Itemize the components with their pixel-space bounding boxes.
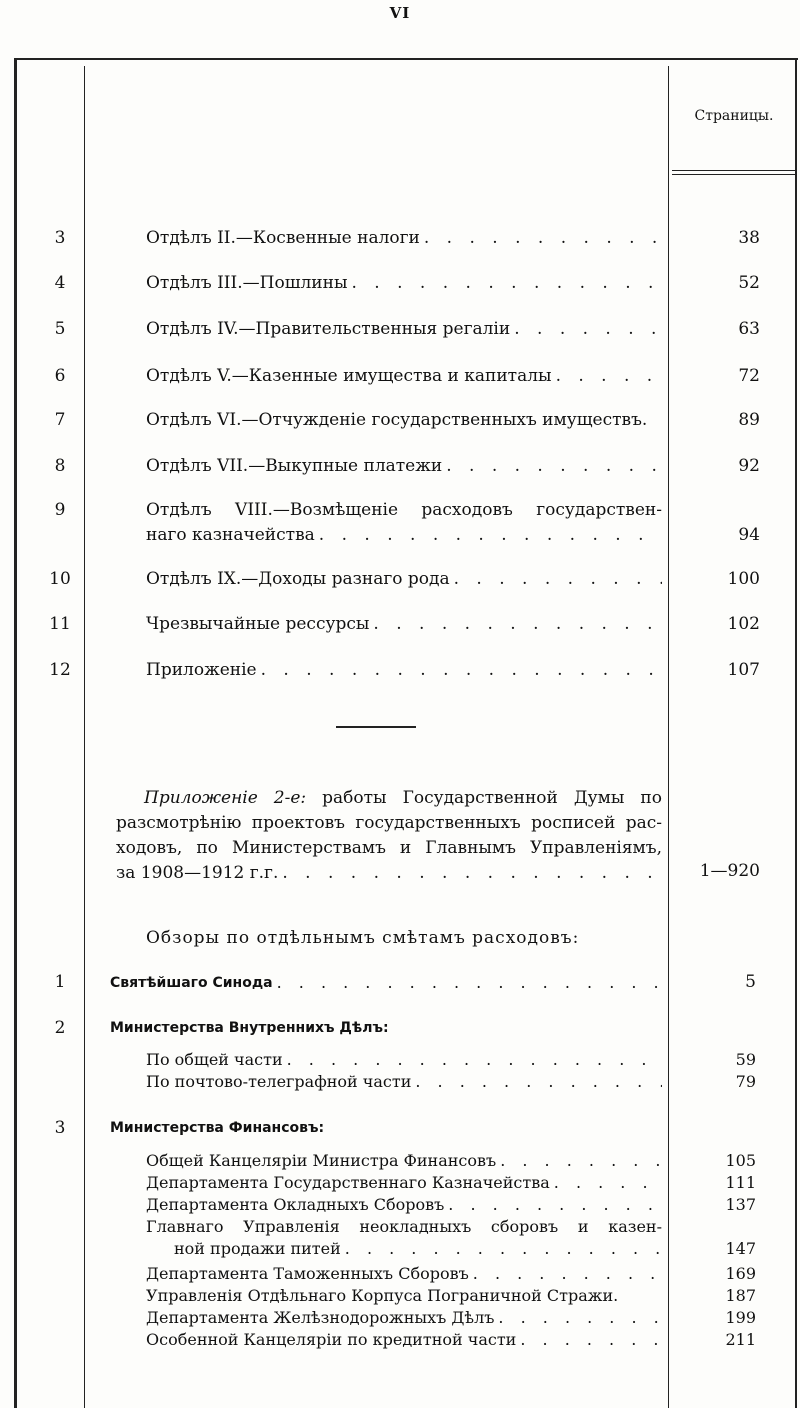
- list-item: [0, 614, 800, 644]
- item-page: 147: [725, 1239, 756, 1258]
- dot-leader: [473, 1264, 662, 1284]
- item-title: Отдѣлъ III.—Пошлины: [146, 273, 348, 293]
- item-number: 7: [54, 410, 66, 430]
- dot-leader: [277, 973, 662, 993]
- item-title: Отдѣлъ VII.—Выкупные платежи: [146, 456, 443, 476]
- item-page: 105: [725, 1151, 756, 1170]
- dot-leader: [500, 1151, 662, 1171]
- item-page: 111: [725, 1173, 756, 1192]
- appendix-line2: разсмотрѣнiю проектовъ государственныхъ росписей рас-: [116, 813, 662, 833]
- item-page: 94: [738, 525, 760, 545]
- dot-leader: [352, 273, 663, 293]
- item-label: Особенной Канцелярiи по кредитной части: [146, 1330, 517, 1349]
- section-entry: [110, 973, 662, 993]
- list-item: [0, 228, 800, 258]
- item-page: 102: [727, 614, 760, 634]
- item-title: Чрезвычайные рессурсы: [146, 614, 370, 634]
- list-item: [0, 456, 800, 486]
- section-number: 1: [54, 972, 66, 992]
- section-title: Министерства Внутреннихъ Дѣлъ:: [110, 1020, 389, 1036]
- item-page: 59: [735, 1050, 756, 1069]
- item-page: 187: [725, 1286, 756, 1305]
- item-number: 6: [54, 366, 66, 386]
- item-number: 5: [54, 319, 66, 339]
- item-number: 10: [49, 569, 71, 589]
- item-page: 211: [725, 1330, 756, 1349]
- item-label: Департамента Таможенныхъ Сборовъ: [146, 1264, 469, 1283]
- pages-column-rule: [668, 66, 669, 1408]
- section-divider: [336, 726, 416, 728]
- left-border: [14, 58, 17, 1408]
- item-page: 72: [738, 366, 760, 386]
- dot-leader: [446, 456, 662, 476]
- list-item: [146, 1151, 662, 1171]
- list-item: [0, 319, 800, 349]
- dot-leader: [282, 863, 662, 888]
- appendix-paragraph: [116, 788, 662, 888]
- list-item: [146, 1286, 662, 1306]
- dot-leader: [424, 228, 662, 248]
- section-page: 5: [745, 972, 756, 992]
- item-label: Департамента Государственнаго Казначейства: [146, 1173, 550, 1192]
- list-item: [0, 273, 800, 303]
- dot-leader: [261, 660, 662, 680]
- item-title: Отдѣлъ IX.—Доходы разнаго рода: [146, 569, 450, 589]
- section-title: Святѣйшаго Синода: [110, 975, 273, 991]
- appendix-pages: 1—920: [699, 861, 760, 881]
- dot-leader: [287, 1050, 662, 1070]
- section-number: 2: [54, 1018, 66, 1038]
- header-double-rule-1: [672, 170, 795, 171]
- appendix-label: Приложенiе 2-е:: [144, 788, 307, 808]
- dot-leader: [556, 366, 662, 386]
- item-label: По общей части: [146, 1050, 283, 1069]
- item-number: 11: [49, 614, 71, 634]
- dot-leader: [520, 1330, 662, 1350]
- item-title: Отдѣлъ II.—Косвенные налоги: [146, 228, 420, 248]
- dot-leader: [514, 319, 662, 339]
- list-item: [0, 410, 800, 440]
- list-item: [146, 1264, 662, 1284]
- item-title-line2: наго казначейства: [146, 525, 315, 545]
- item-page: 92: [738, 456, 760, 476]
- section-title: Министерства Финансовъ:: [110, 1120, 325, 1136]
- list-item: [146, 1072, 662, 1092]
- item-number: 4: [54, 273, 66, 293]
- list-item: [0, 660, 800, 690]
- item-page: 100: [727, 569, 760, 589]
- list-item: [0, 366, 800, 396]
- list-item: [146, 1195, 662, 1215]
- list-item: [146, 1173, 662, 1193]
- list-item: [0, 569, 800, 599]
- item-number: 3: [54, 228, 66, 248]
- item-page: 199: [725, 1308, 756, 1327]
- item-label-line1: Главнаго Управленiя неокладныхъ сборовъ и казен-: [146, 1217, 662, 1236]
- list-item: [146, 1330, 662, 1350]
- item-page: 137: [725, 1195, 756, 1214]
- right-border: [795, 58, 797, 1408]
- section-number: 3: [54, 1118, 66, 1138]
- item-label: По почтово-телеграфной части: [146, 1072, 412, 1091]
- item-page: 63: [738, 319, 760, 339]
- dot-leader: [415, 1072, 662, 1092]
- item-label-line2: ной продажи питей: [174, 1239, 341, 1258]
- list-item: [146, 1239, 662, 1259]
- item-title: Отдѣлъ VI.—Отчужденiе государственныхъ имуществъ.: [146, 410, 648, 430]
- item-page: 107: [727, 660, 760, 680]
- item-label: Департамента Желѣзнодорожныхъ Дѣлъ: [146, 1308, 495, 1327]
- dot-leader: [448, 1195, 662, 1215]
- item-title-line1: Отдѣлъ VIII.—Возмѣщенiе расходовъ государствен-: [146, 500, 662, 520]
- list-item: [146, 1050, 662, 1070]
- item-title: Отдѣлъ V.—Казенные имущества и капиталы: [146, 366, 552, 386]
- dot-leader: [373, 614, 662, 634]
- item-page: 169: [725, 1264, 756, 1283]
- page-number: VI: [389, 4, 411, 22]
- appendix-line4: за 1908—1912 г.г.: [116, 863, 279, 883]
- appendix-line3: ходовъ, по Министерствамъ и Главнымъ Управленiямъ,: [116, 838, 662, 858]
- item-label: Департамента Окладныхъ Сборовъ: [146, 1195, 445, 1214]
- item-title: Приложенiе: [146, 660, 257, 680]
- item-page: 79: [735, 1072, 756, 1091]
- pages-column-header: Страницы.: [694, 108, 774, 124]
- item-number: 8: [54, 456, 66, 476]
- item-title: Отдѣлъ IV.—Правительственныя регалiи: [146, 319, 511, 339]
- overview-title: Обзоры по отдѣльнымъ смѣтамъ расходовъ:: [146, 928, 580, 948]
- list-item: [146, 1308, 662, 1328]
- item-label: Общей Канцелярiи Министра Финансовъ: [146, 1151, 497, 1170]
- dot-leader: [454, 569, 662, 589]
- dot-leader: [319, 525, 662, 545]
- dot-leader: [345, 1239, 662, 1259]
- item-number: 12: [49, 660, 71, 680]
- appendix-line1: работы Государственной Думы по: [322, 788, 662, 808]
- header-double-rule-2: [672, 174, 795, 175]
- item-page: 89: [738, 410, 760, 430]
- dot-leader: [554, 1173, 662, 1193]
- number-column-rule: [84, 66, 85, 1408]
- dot-leader: [498, 1308, 662, 1328]
- item-label: Управленiя Отдѣльнаго Корпуса Пограничной Стражи.: [146, 1286, 619, 1305]
- item-number: 9: [54, 500, 66, 520]
- item-page: 52: [738, 273, 760, 293]
- list-item: [0, 500, 800, 560]
- item-page: 38: [738, 228, 760, 248]
- top-rule: [14, 58, 798, 60]
